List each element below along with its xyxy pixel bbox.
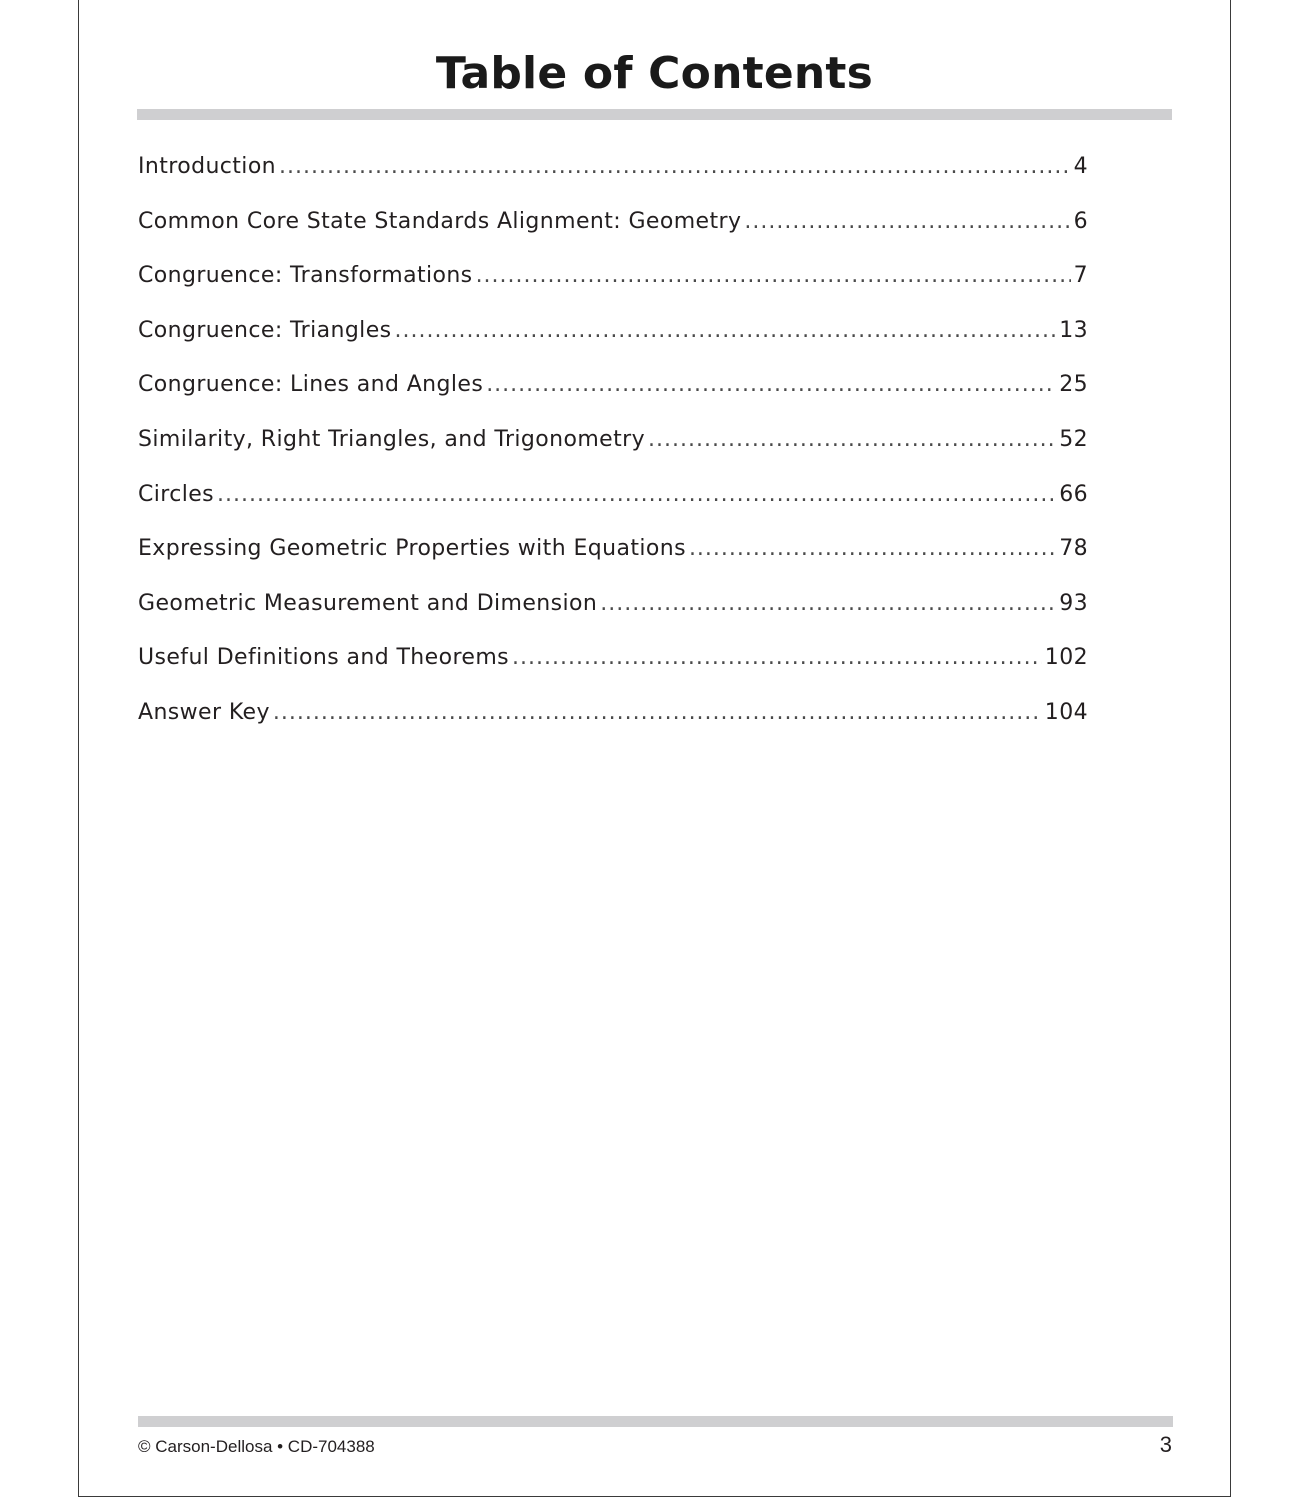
toc-entry-label: Similarity, Right Triangles, and Trigonometry	[138, 426, 646, 452]
toc-entry-page: 7	[1073, 263, 1088, 289]
toc-entry-label: Expressing Geometric Properties with Equations	[138, 536, 686, 562]
toc-entry-page: 6	[1073, 208, 1088, 234]
toc-entry-page: 78	[1059, 536, 1088, 562]
toc-entry	[138, 263, 1088, 318]
toc-dot-leader	[648, 427, 1056, 452]
toc-entry	[138, 209, 1088, 264]
toc-entry	[138, 645, 1088, 700]
toc-dot-leader	[273, 700, 1042, 725]
toc-entry-page: 13	[1059, 317, 1088, 343]
toc-entry	[138, 318, 1088, 373]
footer-page-number: 3	[1159, 1432, 1172, 1457]
toc-entry-label: Congruence: Lines and Angles	[138, 372, 484, 398]
toc-entry-page: 93	[1059, 590, 1088, 616]
toc-entry-label: Common Core State Standards Alignment: Geometry	[138, 208, 742, 234]
toc-entry-page: 102	[1044, 645, 1088, 671]
title-divider	[137, 109, 1172, 120]
toc-entry-label: Congruence: Triangles	[138, 317, 392, 343]
toc-entry-page: 4	[1073, 154, 1088, 179]
toc-entry-label: Congruence: Transformations	[138, 263, 473, 289]
toc-entry	[138, 372, 1088, 427]
toc-entry-label: Useful Definitions and Theorems	[138, 645, 510, 671]
toc-entry-label: Geometric Measurement and Dimension	[138, 590, 598, 616]
toc-dot-leader	[395, 318, 1057, 343]
toc-dot-leader	[476, 263, 1071, 288]
toc-entry-page: 104	[1044, 699, 1088, 725]
toc-dot-leader	[217, 482, 1056, 507]
toc-entry	[138, 427, 1088, 482]
toc-dot-leader	[600, 591, 1056, 616]
footer-copyright: © Carson-Dellosa • CD-704388	[138, 1437, 375, 1456]
toc-entry-page: 66	[1059, 481, 1088, 507]
toc-entry-page: 25	[1059, 372, 1088, 398]
toc-dot-leader	[486, 372, 1056, 397]
toc-entry	[138, 591, 1088, 646]
toc-dot-leader	[689, 536, 1056, 561]
toc-entry	[138, 482, 1088, 537]
toc-entry-label: Circles	[138, 481, 215, 507]
toc-dot-leader	[512, 645, 1042, 670]
page-title: Table of Contents	[435, 48, 874, 99]
toc-entry	[138, 536, 1088, 591]
table-of-contents	[138, 154, 1088, 755]
toc-dot-leader	[279, 154, 1071, 179]
toc-dot-leader	[744, 209, 1070, 234]
toc-entry	[138, 154, 1088, 209]
document-page	[78, 0, 1231, 1497]
toc-entry-label: Answer Key	[138, 699, 270, 725]
toc-entry-label: Introduction	[138, 154, 277, 179]
toc-entry	[138, 700, 1088, 755]
toc-entry-page: 52	[1059, 426, 1088, 452]
footer-divider	[138, 1416, 1173, 1427]
